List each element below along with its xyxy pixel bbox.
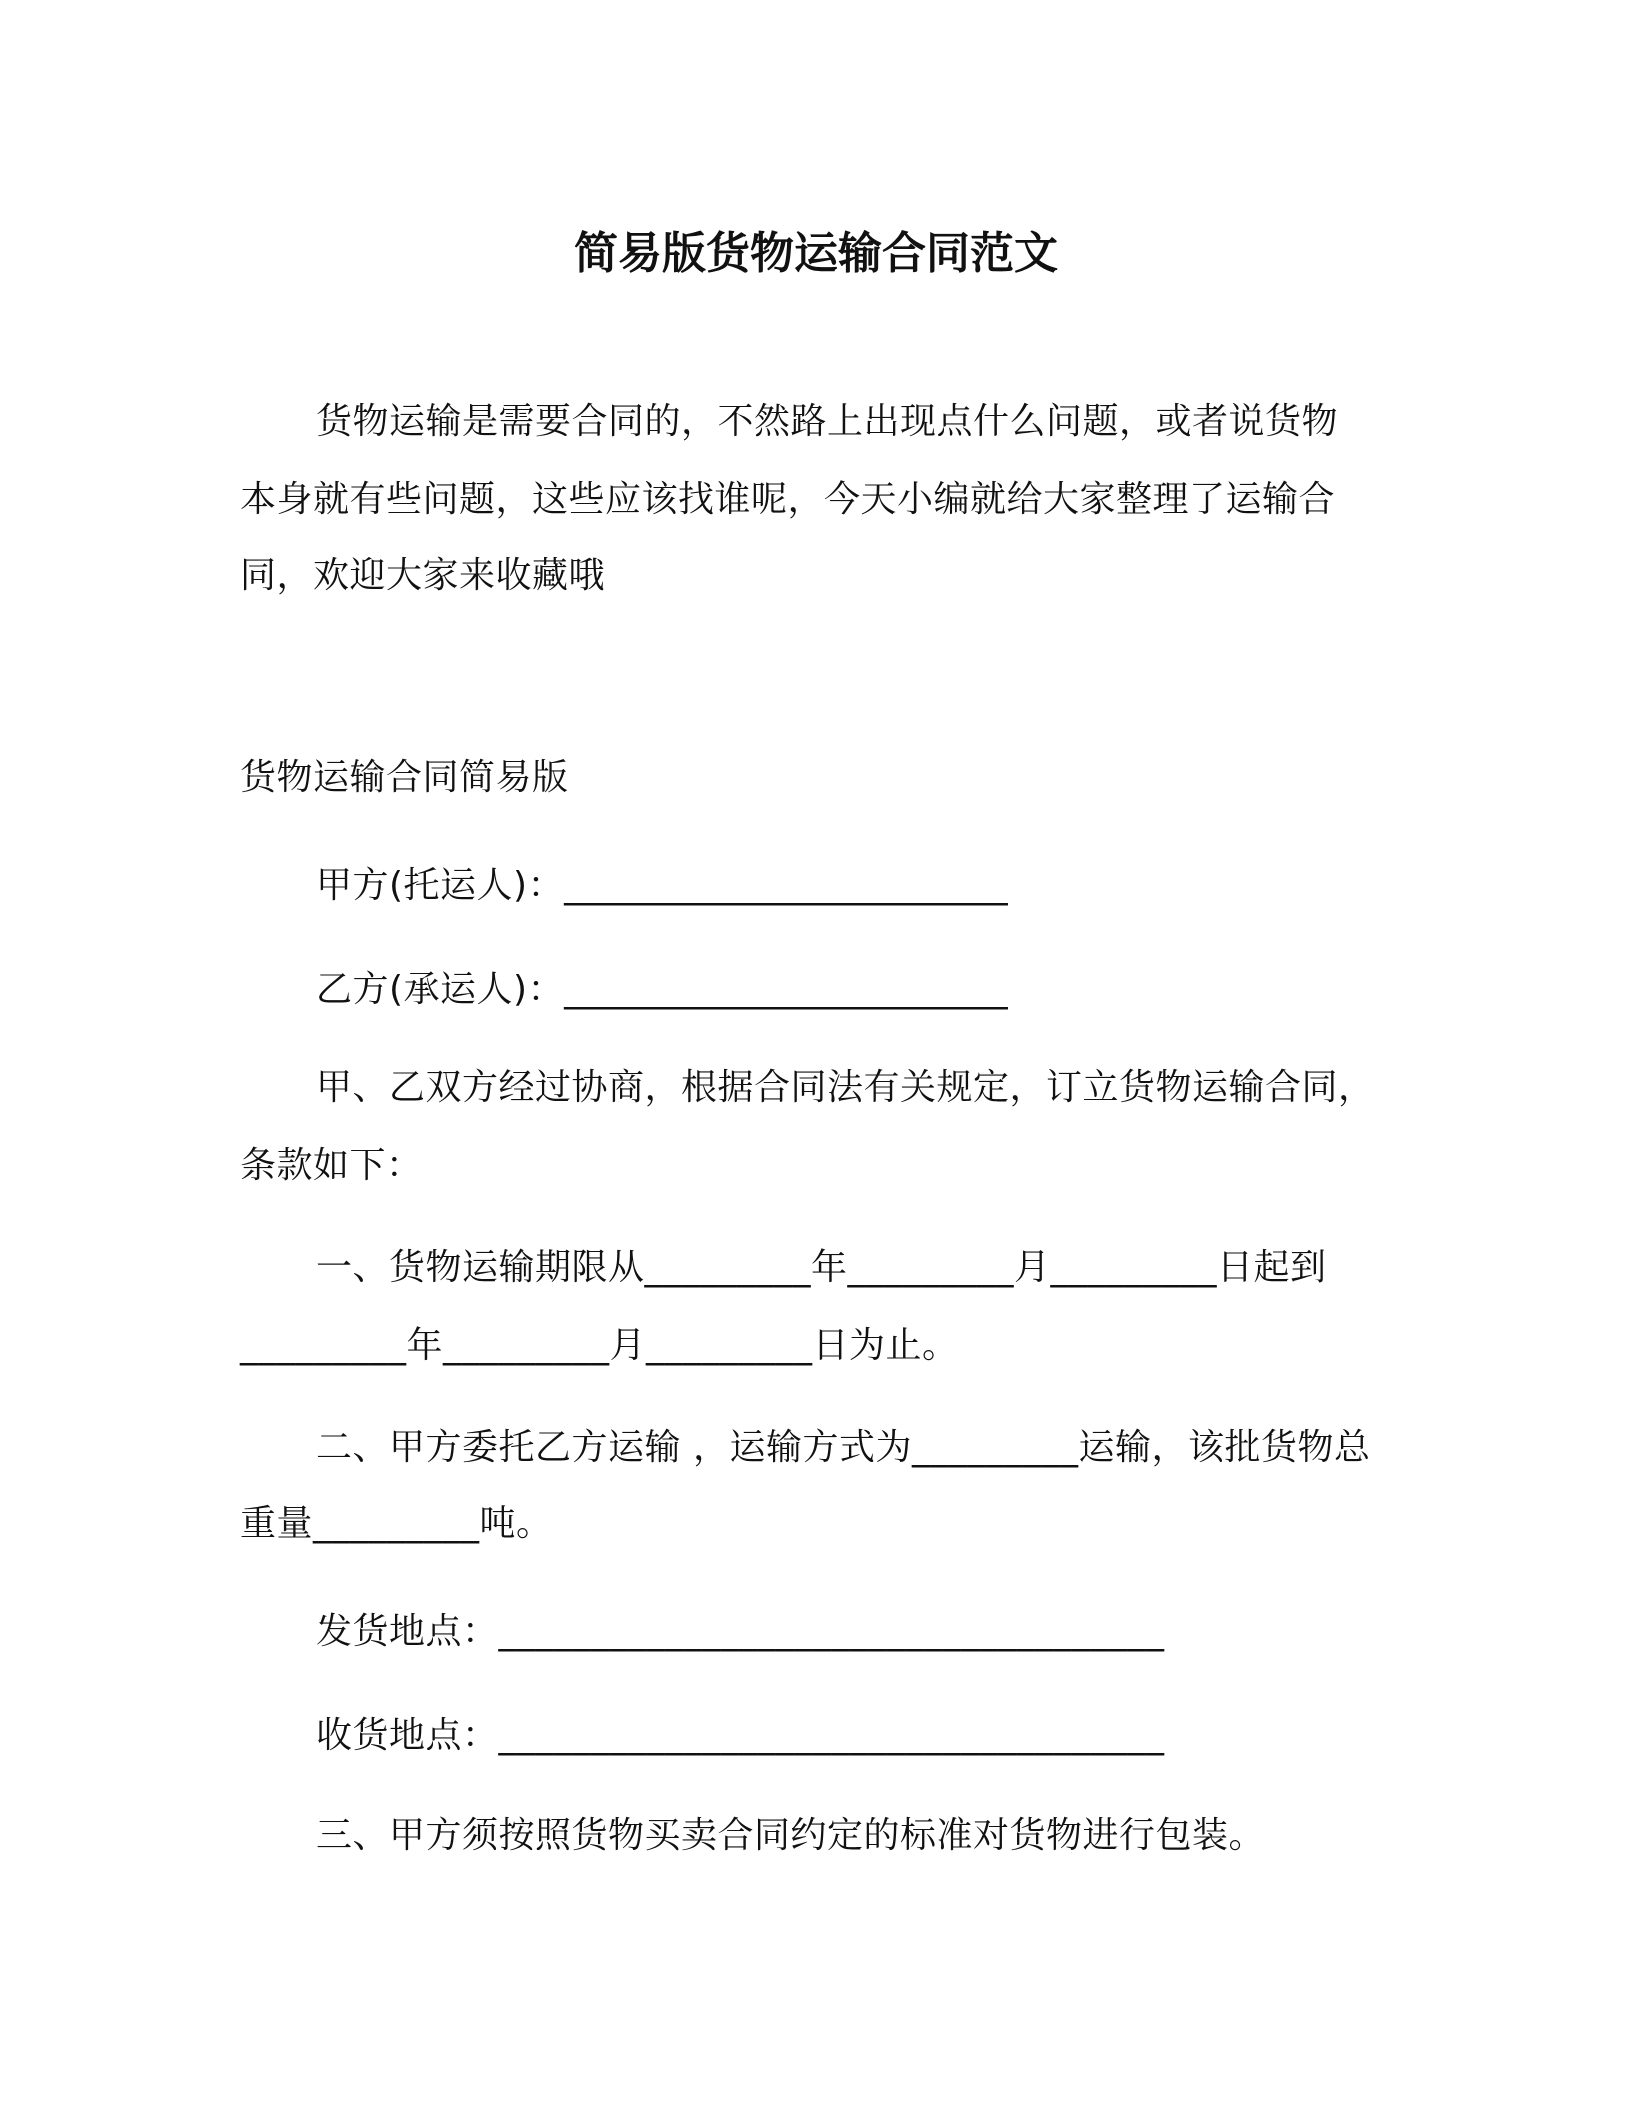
party-a-line: 甲方(托运人)：________________________	[316, 865, 1009, 906]
ship-to-line: 收货地点：____________________________________	[316, 1715, 1165, 1756]
preamble-line-2: 条款如下：	[240, 1145, 423, 1186]
intro-line-3: 同，欢迎大家来收藏哦	[240, 555, 606, 596]
party-b-line: 乙方(承运人)：________________________	[316, 969, 1009, 1010]
intro-line-2: 本身就有些问题，这些应该找谁呢，今天小编就给大家整理了运输合	[240, 479, 1336, 520]
ship-from-line: 发货地点：____________________________________	[316, 1611, 1165, 1652]
clause-1-line-2: _________年_________月_________日为止。	[240, 1325, 959, 1366]
clause-2-line-2: 重量_________吨。	[240, 1503, 553, 1544]
preamble-line-1: 甲、乙双方经过协商，根据合同法有关规定，订立货物运输合同，	[316, 1067, 1375, 1108]
document-title: 简易版货物运输合同范文	[574, 228, 1058, 279]
clause-3-line: 三、甲方须按照货物买卖合同约定的标准对货物进行包装。	[316, 1815, 1266, 1856]
contract-subtitle: 货物运输合同简易版	[240, 757, 569, 798]
clause-1-line-1: 一、货物运输期限从_________年_________月_________日起到	[316, 1247, 1327, 1288]
intro-line-1: 货物运输是需要合同的，不然路上出现点什么问题，或者说货物	[316, 401, 1339, 442]
clause-2-line-1: 二、甲方委托乙方运输 ，运输方式为_________运输，该批货物总	[316, 1427, 1371, 1468]
